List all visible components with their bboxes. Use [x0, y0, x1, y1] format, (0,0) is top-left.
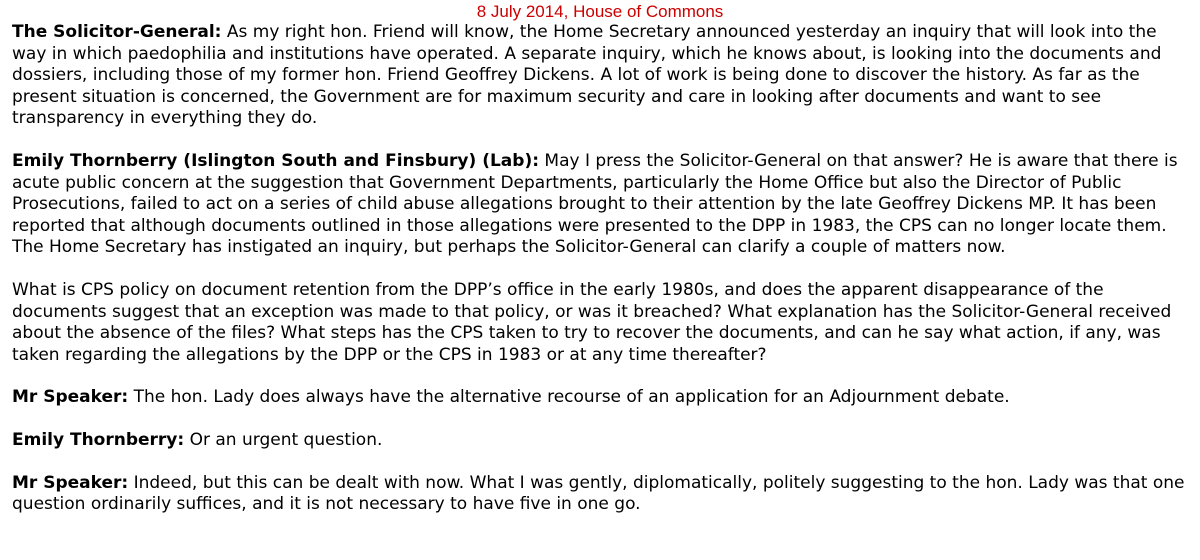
date-heading: 8 July 2014, House of Commons — [476, 2, 724, 21]
speech-text: As my right hon. Friend will know, the Home Secretary announced yesterday an inquiry that will look into the way in which paedophilia and institutions have operated. A separate inquiry, which he knows about, is looking into the documents and dossiers, including those of my former hon. Friend Geoffrey Dickens. A lot of work is being done to discover the history. As far as the present situation is concerned, the Government are for maximum security and care in looking after documents and want to see transparency in everything they do. — [12, 22, 1162, 129]
speech-emily-thornberry-reply — [12, 430, 1188, 452]
speaker-name: Emily Thornberry (Islington South and Finsbury) (Lab): — [12, 150, 540, 171]
speech-mr-speaker — [12, 387, 1188, 409]
speech-solicitor-general — [12, 22, 1188, 130]
speaker-name: Mr Speaker: — [12, 472, 129, 493]
speech-text: The hon. Lady does always have the alternative recourse of an application for an Adjournment debate. — [128, 387, 1010, 408]
speaker-name: Mr Speaker: — [12, 387, 129, 408]
speaker-name: The Solicitor-General: — [12, 22, 222, 42]
speech-text: What is CPS policy on document retention from the DPP’s office in the early 1980s, and does the apparent disappearance of the documents suggest that an exception was made to that policy, or was it breached? What explanation has the Solicitor-General received about the absence of the files? What steps has the CPS taken to try to recover the documents, and can he say what action, if any, was taken regarding the allegations by the DPP or the CPS in 1983 or at any time thereafter? — [12, 279, 1172, 365]
speech-text: Indeed, but this can be dealt with now. What I was gently, diplomatically, politely suggesting to the hon. Lady was that one question ordinarily suffices, and it is not necessary to have five in one go. — [12, 472, 1185, 515]
speech-emily-thornberry — [12, 151, 1188, 259]
speech-continuation — [12, 280, 1188, 366]
speech-mr-speaker-final — [12, 473, 1188, 516]
speech-text: Or an urgent question. — [184, 429, 383, 450]
speech-text: May I press the Solicitor-General on that answer? He is aware that there is acute public concern at the suggestion that Government Departments, particularly the Home Office but also the Director of Public Prosecutions, failed to act on a series of child abuse allegations brought to their attention by the late Geoffrey Dickens MP. It has been reported that although documents outlined in those allegations were presented to the DPP in 1983, the CPS can no longer locate them. The Home Secretary has instigated an inquiry, but perhaps the Solicitor-General can clarify a couple of matters now. — [12, 150, 1178, 258]
speaker-name: Emily Thornberry: — [12, 429, 185, 450]
